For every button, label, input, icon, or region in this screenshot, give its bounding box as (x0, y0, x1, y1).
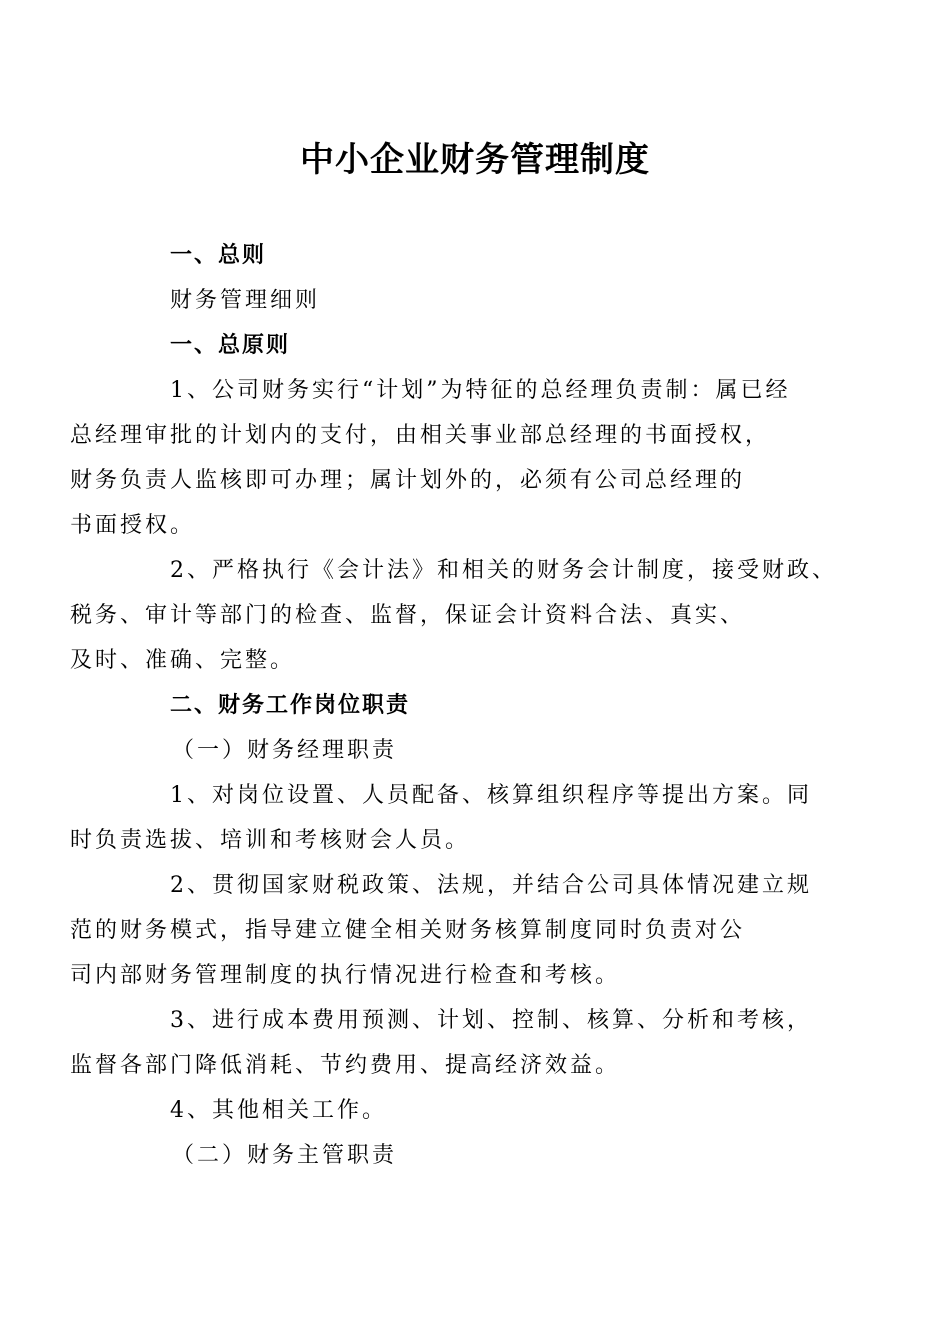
document-title: 中小企业财务管理制度 (300, 140, 650, 180)
section-heading-general: 一、总则 (170, 243, 267, 268)
subheading-finance-supervisor: （二）财务主管职责 (172, 1143, 398, 1168)
text-line: 司内部财务管理制度的执行情况进行检查和考核。 (70, 963, 621, 988)
paragraph-manager-duty-4: 4、其他相关工作。 (170, 1098, 387, 1123)
paragraph-principle-1 (70, 368, 840, 548)
paragraph-manager-duty-2 (70, 863, 840, 998)
paragraph-principle-2 (70, 548, 840, 683)
text-line: 税务、审计等部门的检查、监督，保证会计资料合法、真实、 (70, 603, 746, 628)
text-line: 1、公司财务实行“计划”为特征的总经理负责制：属已经 (170, 378, 791, 403)
section-heading-duties: 二、财务工作岗位职责 (170, 693, 411, 718)
paragraph-manager-duty-1 (70, 773, 840, 863)
text-line: 总经理审批的计划内的支付，由相关事业部总经理的书面授权， (70, 423, 771, 448)
text-line: 1、对岗位设置、人员配备、核算组织程序等提出方案。同 (170, 783, 812, 808)
text-line: 3、进行成本费用预测、计划、控制、核算、分析和考核， (170, 1008, 812, 1033)
section-heading-principles: 一、总原则 (170, 333, 291, 358)
paragraph-manager-duty-3 (70, 998, 840, 1088)
text-line: 2、严格执行《会计法》和相关的财务会计制度，接受财政、 (170, 558, 837, 583)
text-line: 范的财务模式，指导建立健全相关财务核算制度同时负责对公 (70, 918, 746, 943)
text-line: 书面授权。 (70, 513, 196, 538)
document-body (70, 233, 840, 1178)
text-line: 时负责选拔、培训和考核财会人员。 (70, 828, 471, 853)
text-line: 2、贯彻国家财税政策、法规，并结合公司具体情况建立规 (170, 873, 812, 898)
subheading-finance-manager: （一）财务经理职责 (172, 738, 398, 763)
text-line: 财务负责人监核即可办理；属计划外的，必须有公司总经理的 (70, 468, 746, 493)
text-line: 监督各部门降低消耗、节约费用、提高经济效益。 (70, 1053, 621, 1078)
detail-rules-line: 财务管理细则 (170, 288, 321, 313)
text-line: 及时、准确、完整。 (70, 648, 296, 673)
